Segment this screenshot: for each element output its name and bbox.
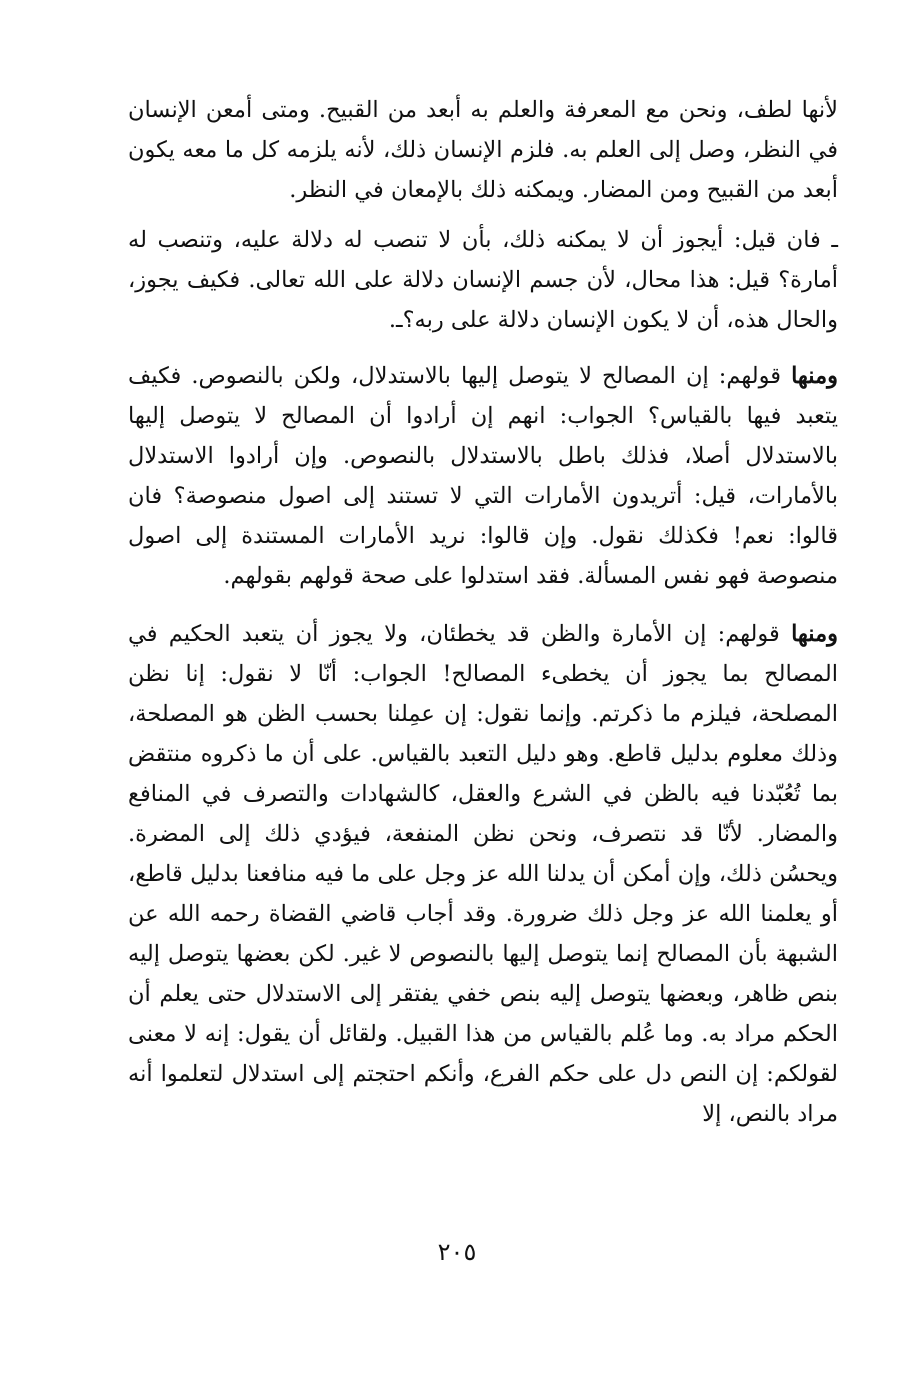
paragraph-1 xyxy=(128,90,838,210)
page-body xyxy=(128,90,838,1134)
paragraph-3-lead: ومنها xyxy=(791,363,838,389)
page-number: ٢٠٥ xyxy=(437,1238,477,1266)
paragraph-3-text: قولهم: إن المصالح لا يتوصل إليها بالاستدلال، ولكن بالنصوص. فكيف يتعبد فيها بالقياس؟ الجواب: انهم إن أرادوا أن المصالح لا يتوصل إليها بالاستدلال أصلا، فذلك باطل بالاستدلال بالنصوص. وإن أرادوا الاستدلال بالأمارات، قيل: أتريدون الأمارات التي لا تستند إلى اصول منصوصة؟ فان قالوا: نعم! فكذلك نقول. وإن قالوا: نريد الأمارات المستندة إلى اصول منصوصة فهو نفس المسألة. فقد استدلوا على صحة قولهم بقولهم. xyxy=(128,363,838,589)
paragraph-4-text: قولهم: إن الأمارة والظن قد يخطئان، ولا يجوز أن يتعبد الحكيم في المصالح بما يجوز أن يخطىء المصالح! الجواب: أنّا لا نقول: إنا نظن المصلحة، فيلزم ما ذكرتم. وإنما نقول: إن عمِلنا بحسب الظن هو المصلحة، وذلك معلوم بدليل قاطع. وهو دليل التعبد بالقياس. على أن ما ذكروه منتقض بما تُعُبّدنا فيه بالظن في الشرع والعقل، كالشهادات والتصرف في المنافع والمضار. لأنّا قد نتصرف، ونحن نظن المنفعة، فيؤدي ذلك إلى المضرة. ويحسُن ذلك، وإن أمكن أن يدلنا الله عز وجل على ما فيه منافعنا بدليل قاطع، أو يعلمنا الله عز وجل ذلك ضرورة. وقد أجاب قاضي القضاة رحمه الله عن الشبهة بأن المصالح إنما يتوصل إليها بالنصوص لا غير. لكن بعضها يتوصل إليه بنص ظاهر، وبعضها يتوصل إليه بنص خفي يفتقر إلى الاستدلال حتى يعلم أن الحكم مراد به. وما عُلم بالقياس من هذا القبيل. ولقائل أن يقول: إنه لا معنى لقولكم: إن النص دل على حكم الفرع، وأنكم احتجتم إلى استدلال لتعلموا أنه مراد بالنص، إلا xyxy=(128,621,838,1127)
paragraph-3 xyxy=(128,356,838,596)
paragraph-2-text: ـ فان قيل: أيجوز أن لا يمكنه ذلك، بأن لا تنصب له دلالة عليه، وتنصب له أمارة؟ قيل: هذا محال، لأن جسم الإنسان دلالة على الله تعالى. فكيف يجوز، والحال هذه، أن لا يكون الإنسان دلالة على ربه؟ـ. xyxy=(128,227,838,333)
paragraph-2 xyxy=(128,220,838,340)
paragraph-4-lead: ومنها xyxy=(791,621,838,647)
paragraph-1-text: لأنها لطف، ونحن مع المعرفة والعلم به أبعد من القبيح. ومتى أمعن الإنسان في النظر، وصل إلى العلم به. فلزم الإنسان ذلك، لأنه يلزمه كل ما معه يكون أبعد من القبيح ومن المضار. ويمكنه ذلك بالإمعان في النظر. xyxy=(128,97,838,203)
paragraph-4 xyxy=(128,614,838,1134)
